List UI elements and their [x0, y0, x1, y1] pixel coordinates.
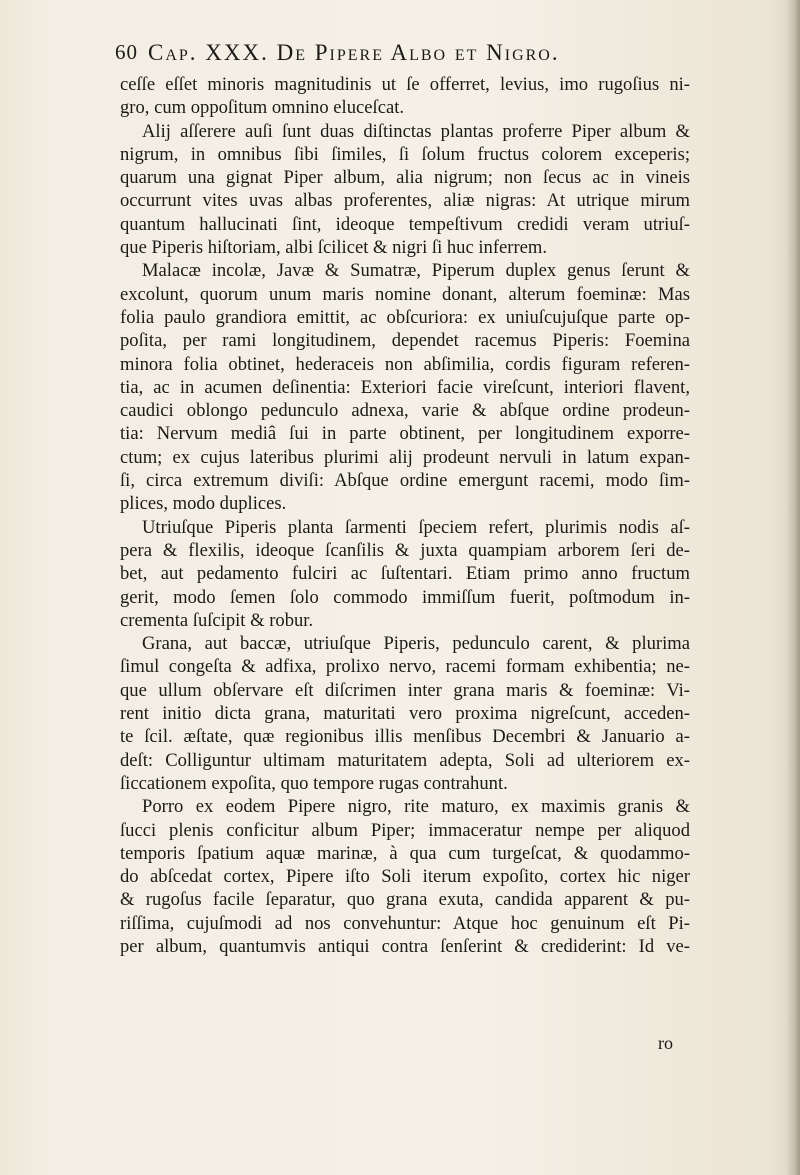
text-line: ceſſe eſſet minoris magnitudinis ut ſe offerret, levius, imo rugoſius ni- — [120, 74, 690, 95]
text-line: bet, aut pedamento fulciri ac ſuſtentari. Etiam primo anno fructum — [120, 563, 690, 585]
text-line: pera & flexilis, ideoque ſcanſilis & juxta quampiam arborem ſeri de- — [120, 539, 690, 561]
text-line: ſucci plenis conficitur album Piper; immaceratur nempe per aliquod — [120, 819, 690, 841]
text-line: que Piperis hiſtoriam, albi ſcilicet & nigri ſi huc inferrem. — [120, 237, 548, 259]
text-line: Utriuſque Piperis planta ſarmenti ſpeciem refert, plurimis nodis aſ- — [142, 516, 690, 538]
text-line: tia, ac in acumen deſinentia: Exteriori facie vireſcunt, interiori flavent, — [120, 376, 690, 398]
text-line: ctum; ex cujus lateribus plurimi alij prodeunt nervuli in latum expan- — [120, 446, 690, 468]
text-line: crementa ſuſcipit & robur. — [120, 609, 314, 631]
text-line: riſſima, cujuſmodi ad nos convehuntur: Atque hoc genuinum eſt Pi- — [120, 912, 690, 934]
text-line: Porro ex eodem Pipere nigro, rite maturo, ex maximis granis & — [142, 796, 690, 818]
text-line: quantum hallucinati ſint, ideoque tempeſtivum credidi veram utriuſ- — [120, 213, 690, 235]
text-line: que ullum obſervare eſt diſcrimen inter grana maris & foeminæ: Vi- — [120, 679, 690, 701]
text-line: poſita, per rami longitudinem, dependet racemus Piperis: Foemina — [120, 330, 690, 352]
running-head: Cap. XXX. De Pipere Albo et Nigro. — [148, 40, 560, 65]
text-line: rent initio dicta grana, maturitati vero proxima nigreſcunt, acceden- — [120, 703, 690, 725]
text-line: plices, modo duplices. — [120, 493, 287, 515]
text-line: temporis ſpatium aquæ marinæ, à qua cum turgeſcat, & quodammo- — [120, 842, 690, 864]
page-header — [115, 40, 695, 70]
text-line: ſimul congeſta & adfixa, prolixo nervo, racemi formam exhibentia; ne- — [120, 656, 690, 678]
text-line: tia: Nervum mediâ ſui in parte obtinent, per longitudinem exporre- — [120, 423, 690, 445]
text-line: ſi, circa extremum diviſi: Abſque ordine emergunt racemi, modo ſim- — [120, 470, 690, 492]
text-line: gerit, modo ſemen ſolo commodo immiſſum fuerit, poſtmodum in- — [120, 586, 690, 608]
text-line: minora folia obtinet, hederaceis non abſimilia, cordis figuram referen- — [120, 353, 690, 375]
text-line: excolunt, quorum unum maris nomine donant, alterum foeminæ: Mas — [120, 283, 690, 305]
text-line: & rugoſus facile ſeparatur, quo grana exuta, candida apparent & pu- — [120, 889, 690, 911]
text-line: occurrunt vites uvas albas proferentes, aliæ nigras: At utrique mirum — [120, 190, 690, 212]
text-line: quarum una gignat Piper album, alia nigrum; non ſecus ac in vineis — [120, 167, 690, 189]
text-line: deſt: Colliguntur ultimam maturitatem adepta, Soli ad ulteriorem ex- — [120, 749, 690, 771]
text-line: nigrum, in omnibus ſibi ſimiles, ſi ſolum fructus colorem exceperis; — [120, 143, 690, 165]
text-line: folia paulo grandiora emittit, ac obſcuriora: ex uniuſcujuſque parte op- — [120, 306, 690, 328]
text-line: caudici oblongo pedunculo adnexa, varie & abſque ordine prodeun- — [120, 400, 690, 422]
page-edge-shadow — [786, 0, 800, 1175]
text-line: gro, cum oppoſitum omnino eluceſcat. — [120, 97, 405, 119]
text-line: Malacæ incolæ, Javæ & Sumatræ, Piperum duplex genus ſerunt & — [142, 260, 690, 282]
catchword: ro — [658, 1033, 673, 1053]
text-line: per album, quantumvis antiqui contra ſenſerint & crediderint: Id ve- — [120, 935, 690, 957]
text-line: ſiccationem expoſita, quo tempore rugas contrahunt. — [120, 772, 508, 794]
body-text — [120, 73, 690, 958]
text-line: do abſcedat cortex, Pipere iſto Soli iterum expoſito, cortex hic niger — [120, 866, 690, 888]
text-line: Grana, aut baccæ, utriuſque Piperis, pedunculo carent, & plurima — [142, 633, 690, 655]
text-line: te ſcil. æſtate, quæ regionibus illis menſibus Decembri & Januario a- — [120, 726, 690, 748]
page-number: 60 — [115, 40, 138, 64]
text-line: Alij aſſerere auſi ſunt duas diſtinctas plantas proferre Piper album & — [142, 120, 690, 142]
